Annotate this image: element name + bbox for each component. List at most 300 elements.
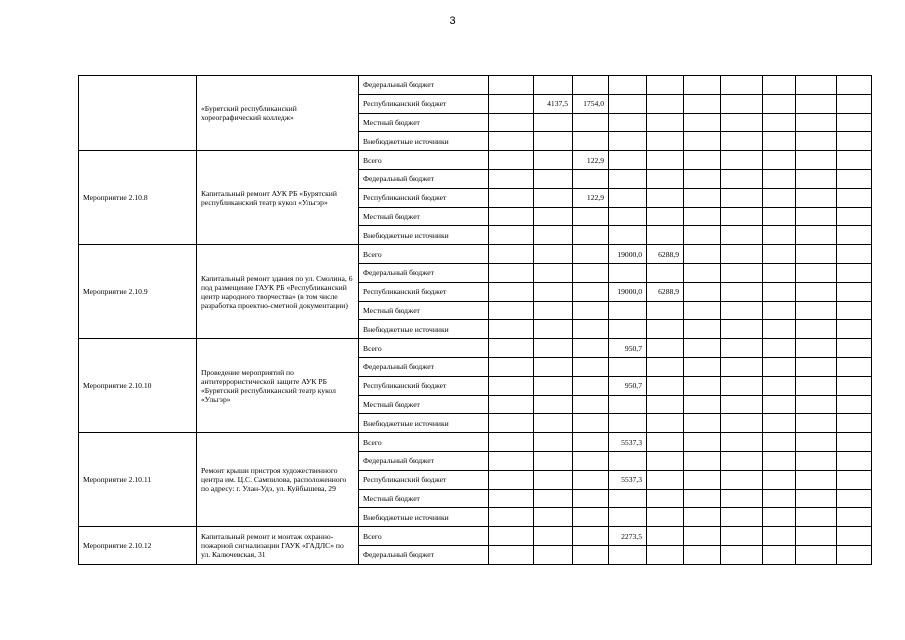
amount-cell: 122,9 — [573, 151, 609, 170]
amount-cell — [534, 282, 573, 301]
funding-source: Местный бюджет — [359, 489, 489, 508]
amount-cell — [647, 451, 684, 470]
amount-cell — [534, 76, 573, 95]
amount-cell — [647, 94, 684, 113]
amount-cell — [534, 226, 573, 245]
amount-cell — [721, 395, 763, 414]
amount-cell — [489, 282, 534, 301]
amount-cell — [721, 263, 763, 282]
amount-cell — [721, 357, 763, 376]
amount-cell — [684, 282, 721, 301]
amount-cell — [721, 94, 763, 113]
amount-cell — [796, 113, 837, 132]
amount-cell — [573, 339, 609, 358]
amount-cell — [609, 357, 647, 376]
amount-cell — [573, 245, 609, 264]
amount-cell — [837, 207, 872, 226]
amount-cell — [573, 489, 609, 508]
amount-cell — [837, 301, 872, 320]
amount-cell — [721, 376, 763, 395]
amount-cell: 1754,0 — [573, 94, 609, 113]
amount-cell — [763, 188, 796, 207]
amount-cell: 19000,0 — [609, 282, 647, 301]
amount-cell — [721, 76, 763, 95]
table-row — [79, 339, 872, 358]
amount-cell — [534, 245, 573, 264]
amount-cell — [721, 282, 763, 301]
amount-cell — [534, 113, 573, 132]
amount-cell — [796, 245, 837, 264]
page-number: 3 — [449, 15, 456, 27]
amount-cell — [763, 226, 796, 245]
amount-cell — [489, 132, 534, 151]
amount-cell — [489, 263, 534, 282]
measure-label: Мероприятие 2.10.11 — [79, 433, 197, 527]
amount-cell — [573, 282, 609, 301]
amount-cell — [534, 414, 573, 433]
amount-cell — [796, 470, 837, 489]
amount-cell — [684, 357, 721, 376]
amount-cell: 950,7 — [609, 376, 647, 395]
amount-cell — [763, 376, 796, 395]
amount-cell — [763, 451, 796, 470]
amount-cell — [763, 94, 796, 113]
amount-cell — [489, 357, 534, 376]
amount-cell — [609, 301, 647, 320]
amount-cell — [647, 395, 684, 414]
amount-cell — [763, 357, 796, 376]
amount-cell — [684, 339, 721, 358]
amount-cell — [534, 433, 573, 452]
amount-cell — [837, 188, 872, 207]
amount-cell: 4137,5 — [534, 94, 573, 113]
amount-cell — [796, 301, 837, 320]
amount-cell — [684, 132, 721, 151]
amount-cell — [684, 94, 721, 113]
amount-cell — [489, 545, 534, 564]
amount-cell — [573, 414, 609, 433]
amount-cell — [573, 226, 609, 245]
amount-cell — [647, 320, 684, 339]
funding-source: Внебюджетные источники — [359, 226, 489, 245]
amount-cell — [763, 76, 796, 95]
amount-cell — [647, 339, 684, 358]
funding-source: Местный бюджет — [359, 395, 489, 414]
amount-cell — [763, 320, 796, 339]
amount-cell — [489, 414, 534, 433]
amount-cell — [796, 527, 837, 546]
amount-cell — [489, 169, 534, 188]
amount-cell — [647, 226, 684, 245]
amount-cell — [796, 357, 837, 376]
amount-cell — [763, 527, 796, 546]
amount-cell — [796, 545, 837, 564]
amount-cell — [763, 113, 796, 132]
funding-source: Федеральный бюджет — [359, 263, 489, 282]
measure-description: Капитальный ремонт АУК РБ «Бурятский республиканский театр кукол «Ульгэр» — [197, 151, 359, 245]
amount-cell — [573, 527, 609, 546]
amount-cell — [796, 489, 837, 508]
amount-cell — [837, 226, 872, 245]
amount-cell — [684, 113, 721, 132]
amount-cell — [837, 545, 872, 564]
funding-source: Республиканский бюджет — [359, 470, 489, 489]
amount-cell — [534, 527, 573, 546]
amount-cell — [796, 414, 837, 433]
amount-cell — [489, 339, 534, 358]
amount-cell — [647, 527, 684, 546]
amount-cell — [489, 320, 534, 339]
funding-source: Всего — [359, 245, 489, 264]
amount-cell — [573, 132, 609, 151]
amount-cell — [647, 489, 684, 508]
measure-label — [79, 76, 197, 151]
amount-cell — [721, 113, 763, 132]
amount-cell — [721, 527, 763, 546]
amount-cell — [796, 188, 837, 207]
amount-cell — [837, 94, 872, 113]
amount-cell — [721, 508, 763, 527]
amount-cell — [763, 169, 796, 188]
amount-cell — [684, 376, 721, 395]
amount-cell — [489, 451, 534, 470]
amount-cell — [609, 188, 647, 207]
amount-cell: 5537,3 — [609, 470, 647, 489]
amount-cell — [489, 188, 534, 207]
table-row — [79, 245, 872, 264]
amount-cell — [837, 395, 872, 414]
amount-cell — [489, 489, 534, 508]
amount-cell — [489, 527, 534, 546]
amount-cell — [796, 508, 837, 527]
amount-cell — [837, 245, 872, 264]
amount-cell — [837, 357, 872, 376]
amount-cell — [489, 376, 534, 395]
funding-source: Местный бюджет — [359, 207, 489, 226]
amount-cell: 6288,9 — [647, 245, 684, 264]
measure-description: Проведение мероприятий по антитеррористической защите АУК РБ «Бурятский республиканский театр кукол «Ульгэр» — [197, 339, 359, 433]
amount-cell — [684, 301, 721, 320]
amount-cell: 122,9 — [573, 188, 609, 207]
amount-cell — [609, 508, 647, 527]
amount-cell — [609, 451, 647, 470]
amount-cell — [837, 376, 872, 395]
amount-cell — [573, 263, 609, 282]
funding-source: Республиканский бюджет — [359, 376, 489, 395]
measure-description: Капитальный ремонт и монтаж охранно-пожарной сигнализации ГАУК «ГАДЛС» по ул. Калючевская, 31 — [197, 527, 359, 565]
amount-cell — [573, 433, 609, 452]
amount-cell — [573, 395, 609, 414]
amount-cell — [647, 132, 684, 151]
amount-cell — [721, 188, 763, 207]
funding-source: Местный бюджет — [359, 301, 489, 320]
funding-source: Всего — [359, 527, 489, 546]
amount-cell — [684, 320, 721, 339]
amount-cell — [763, 395, 796, 414]
measure-label: Мероприятие 2.10.12 — [79, 527, 197, 565]
amount-cell — [763, 245, 796, 264]
budget-table-body — [79, 76, 872, 565]
amount-cell — [763, 339, 796, 358]
measure-label: Мероприятие 2.10.9 — [79, 245, 197, 339]
amount-cell — [647, 188, 684, 207]
amount-cell — [489, 207, 534, 226]
amount-cell — [684, 395, 721, 414]
amount-cell — [647, 376, 684, 395]
amount-cell — [796, 376, 837, 395]
amount-cell — [534, 188, 573, 207]
table-row — [79, 433, 872, 452]
amount-cell — [647, 545, 684, 564]
amount-cell — [647, 113, 684, 132]
amount-cell — [573, 169, 609, 188]
amount-cell — [534, 508, 573, 527]
amount-cell — [573, 376, 609, 395]
amount-cell — [609, 226, 647, 245]
amount-cell — [647, 263, 684, 282]
amount-cell — [763, 470, 796, 489]
amount-cell — [684, 151, 721, 170]
amount-cell — [796, 339, 837, 358]
amount-cell — [763, 282, 796, 301]
amount-cell — [684, 508, 721, 527]
measure-description: Капитальный ремонт здания по ул. Смолина, 6 под размещение ГАУК РБ «Республиканский центр народного творчества» (в том числе разработка проектно-сметной документации) — [197, 245, 359, 339]
amount-cell — [837, 132, 872, 151]
amount-cell — [796, 282, 837, 301]
funding-source: Всего — [359, 151, 489, 170]
amount-cell — [534, 320, 573, 339]
amount-cell — [534, 357, 573, 376]
amount-cell — [796, 433, 837, 452]
amount-cell — [684, 263, 721, 282]
amount-cell — [763, 414, 796, 433]
measure-label: Мероприятие 2.10.10 — [79, 339, 197, 433]
amount-cell — [573, 357, 609, 376]
amount-cell — [609, 132, 647, 151]
amount-cell — [684, 545, 721, 564]
funding-source: Федеральный бюджет — [359, 451, 489, 470]
amount-cell — [721, 470, 763, 489]
amount-cell — [684, 470, 721, 489]
amount-cell: 950,7 — [609, 339, 647, 358]
funding-source: Внебюджетные источники — [359, 414, 489, 433]
amount-cell — [763, 489, 796, 508]
funding-source: Федеральный бюджет — [359, 357, 489, 376]
amount-cell — [796, 451, 837, 470]
amount-cell — [534, 263, 573, 282]
amount-cell — [837, 76, 872, 95]
amount-cell — [647, 207, 684, 226]
amount-cell — [609, 414, 647, 433]
amount-cell — [489, 470, 534, 489]
amount-cell — [796, 94, 837, 113]
amount-cell — [837, 489, 872, 508]
amount-cell: 5537,3 — [609, 433, 647, 452]
amount-cell — [534, 451, 573, 470]
amount-cell — [796, 263, 837, 282]
amount-cell — [796, 395, 837, 414]
funding-source: Республиканский бюджет — [359, 282, 489, 301]
amount-cell — [721, 320, 763, 339]
amount-cell — [573, 451, 609, 470]
amount-cell — [837, 339, 872, 358]
amount-cell — [837, 151, 872, 170]
amount-cell — [796, 226, 837, 245]
amount-cell — [647, 470, 684, 489]
amount-cell — [721, 339, 763, 358]
funding-source: Внебюджетные источники — [359, 320, 489, 339]
amount-cell — [763, 433, 796, 452]
amount-cell — [837, 433, 872, 452]
amount-cell: 6288,9 — [647, 282, 684, 301]
amount-cell — [721, 545, 763, 564]
amount-cell — [609, 169, 647, 188]
amount-cell — [684, 169, 721, 188]
measure-label: Мероприятие 2.10.8 — [79, 151, 197, 245]
amount-cell — [534, 151, 573, 170]
amount-cell — [684, 245, 721, 264]
amount-cell — [721, 207, 763, 226]
amount-cell — [609, 545, 647, 564]
amount-cell — [721, 226, 763, 245]
amount-cell — [721, 301, 763, 320]
amount-cell — [534, 207, 573, 226]
amount-cell — [647, 433, 684, 452]
amount-cell — [721, 132, 763, 151]
amount-cell — [609, 94, 647, 113]
amount-cell — [763, 545, 796, 564]
amount-cell — [534, 545, 573, 564]
amount-cell — [647, 357, 684, 376]
funding-source: Республиканский бюджет — [359, 94, 489, 113]
amount-cell — [573, 508, 609, 527]
amount-cell — [796, 132, 837, 151]
amount-cell — [721, 433, 763, 452]
amount-cell — [837, 320, 872, 339]
amount-cell — [573, 545, 609, 564]
amount-cell — [489, 151, 534, 170]
budget-table — [78, 75, 872, 565]
amount-cell — [721, 245, 763, 264]
amount-cell — [489, 113, 534, 132]
amount-cell — [684, 451, 721, 470]
amount-cell — [684, 489, 721, 508]
amount-cell — [647, 169, 684, 188]
amount-cell — [609, 263, 647, 282]
amount-cell — [837, 113, 872, 132]
amount-cell — [489, 226, 534, 245]
amount-cell — [609, 395, 647, 414]
amount-cell — [647, 508, 684, 527]
amount-cell — [573, 76, 609, 95]
amount-cell — [534, 395, 573, 414]
amount-cell — [609, 320, 647, 339]
amount-cell — [721, 414, 763, 433]
funding-source: Федеральный бюджет — [359, 545, 489, 564]
amount-cell — [763, 301, 796, 320]
amount-cell — [489, 395, 534, 414]
amount-cell — [796, 320, 837, 339]
amount-cell — [489, 508, 534, 527]
amount-cell — [796, 151, 837, 170]
amount-cell — [609, 113, 647, 132]
amount-cell — [837, 282, 872, 301]
amount-cell — [763, 508, 796, 527]
amount-cell — [609, 76, 647, 95]
amount-cell — [534, 169, 573, 188]
amount-cell — [534, 470, 573, 489]
table-row — [79, 76, 872, 95]
amount-cell — [837, 414, 872, 433]
funding-source: Республиканский бюджет — [359, 188, 489, 207]
amount-cell — [534, 301, 573, 320]
amount-cell — [796, 76, 837, 95]
amount-cell — [534, 339, 573, 358]
amount-cell — [763, 151, 796, 170]
table-row — [79, 527, 872, 546]
amount-cell — [489, 433, 534, 452]
amount-cell — [647, 76, 684, 95]
amount-cell — [489, 301, 534, 320]
funding-source: Всего — [359, 433, 489, 452]
amount-cell — [647, 301, 684, 320]
amount-cell — [489, 245, 534, 264]
amount-cell — [684, 226, 721, 245]
amount-cell — [763, 263, 796, 282]
amount-cell — [609, 489, 647, 508]
measure-description: Ремонт крыши пристроя художественного центра им. Ц.С. Сампилова, расположенного по адресу: г. Улан-Удэ, ул. Куйбышева, 29 — [197, 433, 359, 527]
amount-cell — [534, 132, 573, 151]
amount-cell — [763, 132, 796, 151]
amount-cell — [489, 94, 534, 113]
funding-source: Всего — [359, 339, 489, 358]
measure-description: «Бурятский республиканский хореографический колледж» — [197, 76, 359, 151]
amount-cell — [763, 207, 796, 226]
amount-cell — [837, 470, 872, 489]
amount-cell — [534, 489, 573, 508]
amount-cell — [721, 451, 763, 470]
amount-cell — [684, 188, 721, 207]
amount-cell — [573, 113, 609, 132]
amount-cell: 19000,0 — [609, 245, 647, 264]
amount-cell — [837, 263, 872, 282]
funding-source: Внебюджетные источники — [359, 132, 489, 151]
funding-source: Местный бюджет — [359, 113, 489, 132]
amount-cell — [647, 414, 684, 433]
funding-source: Федеральный бюджет — [359, 169, 489, 188]
amount-cell — [534, 376, 573, 395]
amount-cell — [684, 527, 721, 546]
amount-cell — [684, 207, 721, 226]
amount-cell — [573, 207, 609, 226]
amount-cell — [647, 151, 684, 170]
amount-cell — [837, 508, 872, 527]
funding-source: Федеральный бюджет — [359, 76, 489, 95]
amount-cell — [837, 169, 872, 188]
amount-cell — [609, 207, 647, 226]
table-row — [79, 151, 872, 170]
amount-cell — [489, 76, 534, 95]
amount-cell — [573, 470, 609, 489]
amount-cell — [721, 151, 763, 170]
amount-cell — [609, 151, 647, 170]
amount-cell — [684, 414, 721, 433]
amount-cell: 2273,5 — [609, 527, 647, 546]
amount-cell — [721, 489, 763, 508]
amount-cell — [837, 527, 872, 546]
amount-cell — [684, 433, 721, 452]
amount-cell — [796, 169, 837, 188]
